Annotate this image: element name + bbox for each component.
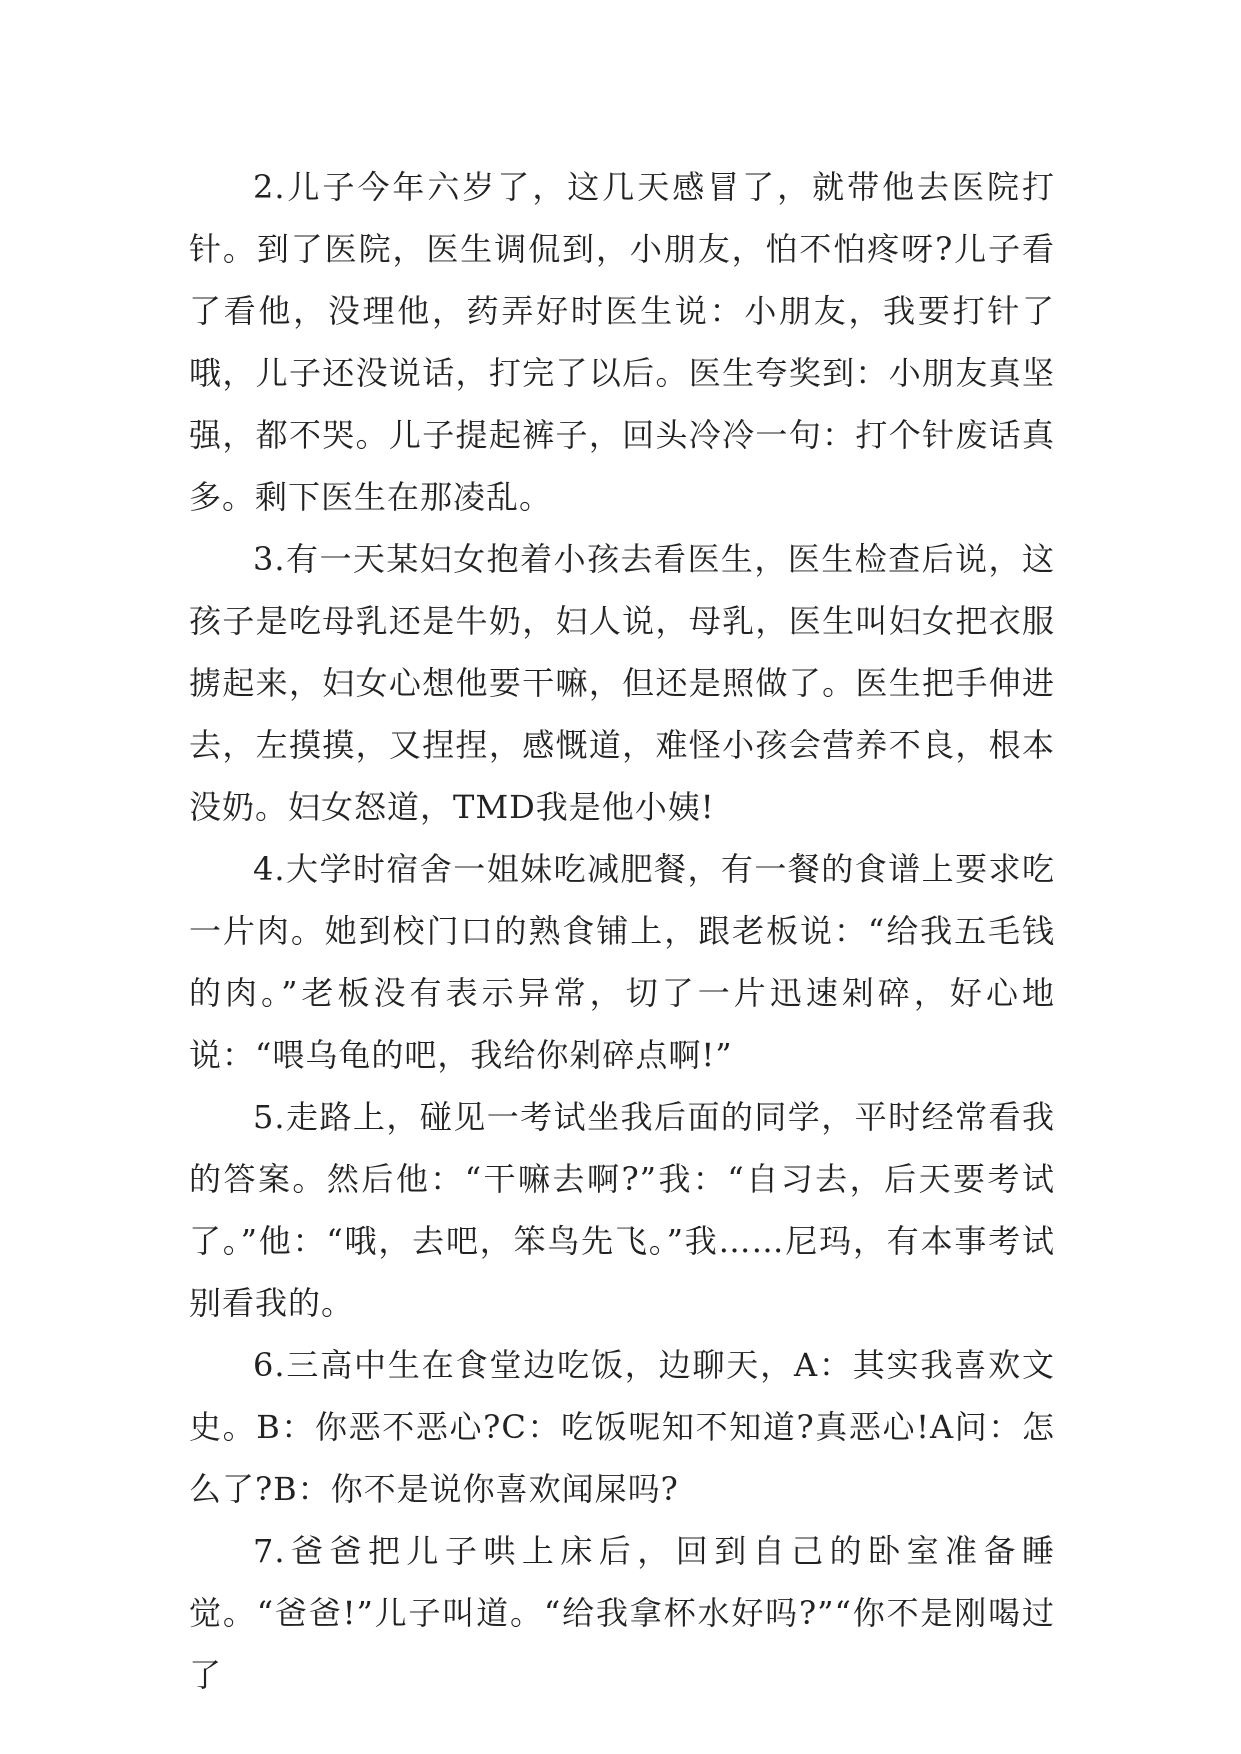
- paragraph-5: 5.走路上，碰见一考试坐我后面的同学，平时经常看我的答案。然后他：“干嘛去啊?”我：“自习去，后天要考试了。”他：“哦，去吧，笨鸟先飞。”我……尼玛，有本事考试别看我的。: [189, 1098, 1055, 1322]
- paragraph-7: 7.爸爸把儿子哄上床后，回到自己的卧室准备睡觉。“爸爸!”儿子叫道。“给我拿杯水好吗?”“你不是刚喝过了: [189, 1532, 1055, 1694]
- paragraph-4: 4.大学时宿舍一姐妹吃减肥餐，有一餐的食谱上要求吃一片肉。她到校门口的熟食铺上，跟老板说：“给我五毛钱的肉。”老板没有表示异常，切了一片迅速剁碎，好心地说：“喂乌龟的吧，我给你剁碎点啊!”: [189, 850, 1055, 1074]
- paragraph-6: 6.三高中生在食堂边吃饭，边聊天，A：其实我喜欢文史。B：你恶不恶心?C：吃饭呢知不知道?真恶心!A问：怎么了?B：你不是说你喜欢闻屎吗?: [189, 1346, 1055, 1508]
- document-body: [189, 156, 1055, 1706]
- paragraph-3: 3.有一天某妇女抱着小孩去看医生，医生检查后说，这孩子是吃母乳还是牛奶，妇人说，母乳，医生叫妇女把衣服掳起来，妇女心想他要干嘛，但还是照做了。医生把手伸进去，左摸摸，又捏捏，感慨道，难怪小孩会营养不良，根本没奶。妇女怒道，TMD我是他小姨!: [189, 540, 1055, 826]
- paragraph-2: 2.儿子今年六岁了，这几天感冒了，就带他去医院打针。到了医院，医生调侃到，小朋友，怕不怕疼呀?儿子看了看他，没理他，药弄好时医生说：小朋友，我要打针了哦，儿子还没说话，打完了以后。医生夸奖到：小朋友真坚强，都不哭。儿子提起裤子，回头冷冷一句：打个针废话真多。剩下医生在那凌乱。: [189, 168, 1055, 516]
